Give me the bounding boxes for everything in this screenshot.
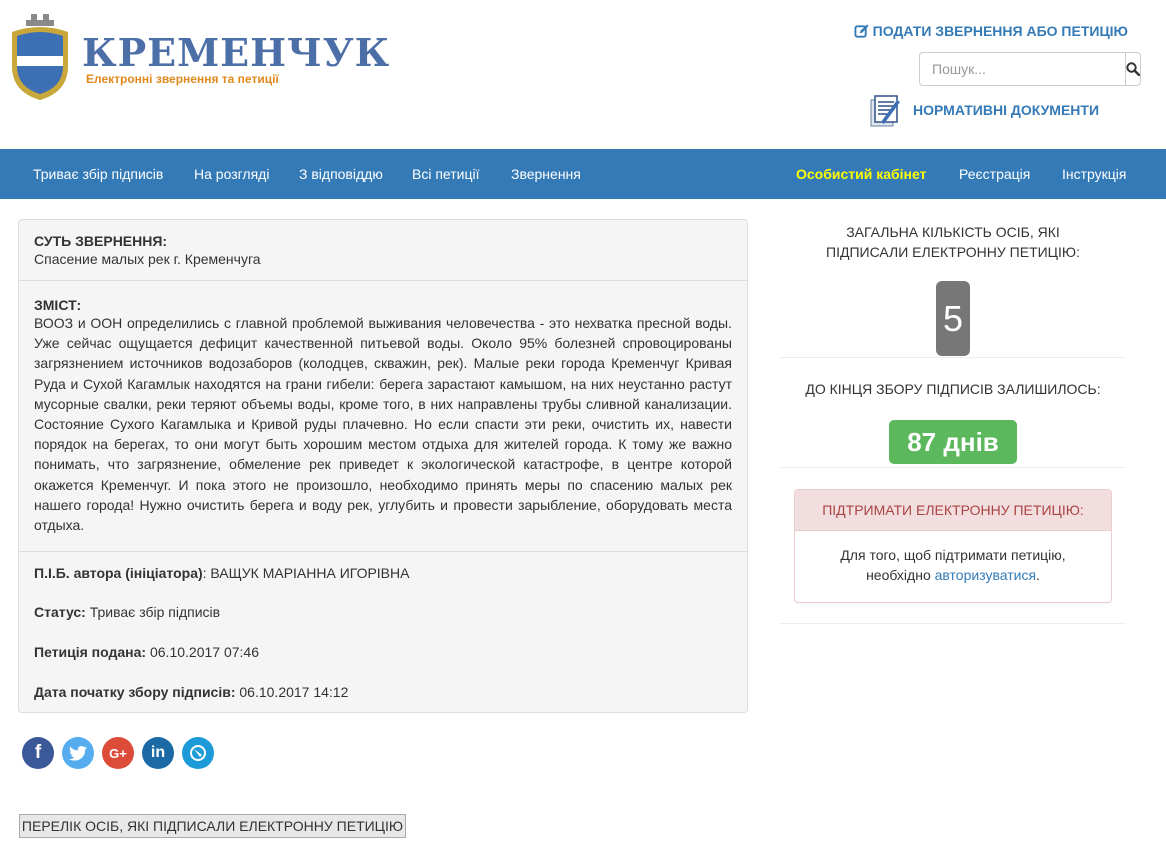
petition-subject: Спасение малых рек г. Кременчуга [34, 251, 261, 267]
start-date-row [34, 684, 348, 700]
remaining-time-block [780, 379, 1126, 399]
signers-count-block [780, 222, 1126, 262]
remaining-days-badge: 87 днів [889, 420, 1017, 464]
linkedin-icon: in [150, 744, 166, 761]
submitted-row [34, 644, 259, 660]
sidebar-divider [780, 467, 1126, 468]
search-icon [1126, 62, 1140, 76]
livejournal-share-button[interactable] [182, 737, 214, 769]
petition-subject-section [19, 233, 747, 267]
logo-tagline: Електронні звернення та петиції [86, 72, 279, 86]
sidebar-divider [780, 623, 1126, 624]
support-heading: ПІДТРИМАТИ ЕЛЕКТРОННУ ПЕТИЦІЮ: [795, 490, 1111, 531]
section-divider [19, 280, 747, 281]
signers-count-badge: 5 [936, 281, 970, 356]
submitted-date: 06.10.2017 07:46 [149, 644, 259, 660]
petition-content-section [19, 297, 747, 535]
author-label: П.І.Б. автора (ініціатора) [34, 565, 203, 581]
author-name: ВАЩУК МАРІАННА ИГОРІВНА [210, 565, 410, 581]
normative-docs-link[interactable] [867, 92, 1099, 128]
remaining-heading: ДО КІНЦЯ ЗБОРУ ПІДПИСІВ ЗАЛИШИЛОСЬ: [805, 381, 1101, 397]
submit-petition-link[interactable] [854, 23, 1128, 39]
normative-docs-label: НОРМАТИВНІ ДОКУМЕНТИ [913, 102, 1100, 118]
start-date-label: Дата початку збору підписів: [34, 684, 236, 700]
login-link[interactable]: авторизуватися [934, 567, 1037, 583]
status-label: Статус: [34, 604, 86, 620]
search-form [919, 52, 1128, 86]
support-text-line-1: Для того, щоб підтримати петицію, [840, 547, 1066, 563]
submitted-label: Петиція подана: [34, 644, 147, 660]
facebook-share-button[interactable] [22, 737, 54, 769]
site-logo[interactable] [8, 14, 391, 102]
main-navbar [0, 149, 1166, 199]
nav-instructions[interactable]: Інструкція [1062, 166, 1127, 182]
signers-count-heading: ЗАГАЛЬНА КІЛЬКІСТЬ ОСІБ, ЯКІ ПІДПИСАЛИ ЕЛЕКТРОННУ ПЕТИЦІЮ: [826, 224, 1080, 260]
edit-icon [854, 24, 869, 39]
nav-appeals[interactable]: Звернення [511, 166, 581, 182]
petition-panel [18, 219, 748, 713]
logo-wordmark: КРЕМЕНЧУК [82, 30, 391, 75]
author-row: П.І.Б. автора (ініціатора): ВАЩУК МАРІАННА ИГОРІВНА [34, 565, 410, 581]
status-value: Триває збір підписів [89, 604, 221, 620]
nav-under-review[interactable]: На розгляді [194, 166, 270, 182]
search-input[interactable] [919, 52, 1125, 86]
status-row [34, 604, 220, 620]
support-text-line-2 [795, 565, 1111, 585]
petition-content: ВООЗ и ООН определились с главной проблемой выживания человечества - это нехватка пресной воды. Уже сейчас ощущается дефицит качественной питьевой воды. Около 95% болезней спровоцированы загрязнением источников водозаборов (колодцев, скважин, рек). Малые реки города Кременчуг Кривая Руда и Сухой Кагамлык находятся на грани гибели: берега зарастают камышом, на них неустанно растут мусорные свалки, реки теряют объемы воды, кроме того, в них направлены трубы сливной канализации. Состояние Сухого Кагамлыка и Кривой руды плачевно. Но если спасти эти реки, очистить их, навести порядок на берегах, то они могут быть хорошим местом отдыха для жителей города. К тому же важно понимать, что загрязнение, обмеление рек приведет к экологической катастрофе, в центре которой окажется Кременчуг. И пока этого не произошло, необходимо принять меры по спасению малых рек нашего города! Нужно очистить берега и воду рек, углубить и провести зарыбление, оборудовать места отдыха. [34, 315, 732, 534]
start-date-value: 06.10.2017 14:12 [239, 684, 349, 700]
twitter-share-button[interactable] [62, 737, 94, 769]
nav-personal-cabinet[interactable]: Особистий кабінет [796, 166, 927, 182]
subject-label: СУТЬ ЗВЕРНЕННЯ: [34, 233, 168, 249]
coat-of-arms-icon [8, 14, 72, 102]
sidebar-divider [780, 357, 1126, 358]
signers-list-button[interactable]: ПЕРЕЛІК ОСІБ, ЯКІ ПІДПИСАЛИ ЕЛЕКТРОННУ ПЕТИЦІЮ [19, 814, 406, 838]
search-button[interactable] [1125, 52, 1141, 86]
support-body [795, 531, 1111, 585]
support-text-prefix: необхідно [866, 567, 931, 583]
support-text-suffix: . [1036, 567, 1040, 583]
support-petition-panel [794, 489, 1112, 603]
google-plus-icon: G+ [109, 745, 127, 761]
google-plus-share-button[interactable] [102, 737, 134, 769]
twitter-icon [69, 746, 87, 761]
nav-register[interactable]: Реєстрація [959, 166, 1031, 182]
facebook-icon: f [34, 742, 42, 763]
nav-all-petitions[interactable]: Всі петиції [412, 166, 480, 182]
linkedin-share-button[interactable] [142, 737, 174, 769]
nav-collecting-signatures[interactable]: Триває збір підписів [33, 166, 164, 182]
section-divider [19, 551, 747, 552]
livejournal-icon [189, 744, 207, 762]
site-header [0, 0, 1166, 149]
submit-petition-label: ПОДАТИ ЗВЕРНЕННЯ АБО ПЕТИЦІЮ [872, 23, 1128, 39]
content-label: ЗМІСТ: [34, 297, 82, 313]
documents-icon [867, 92, 903, 128]
nav-answered[interactable]: З відповіддю [299, 166, 383, 182]
